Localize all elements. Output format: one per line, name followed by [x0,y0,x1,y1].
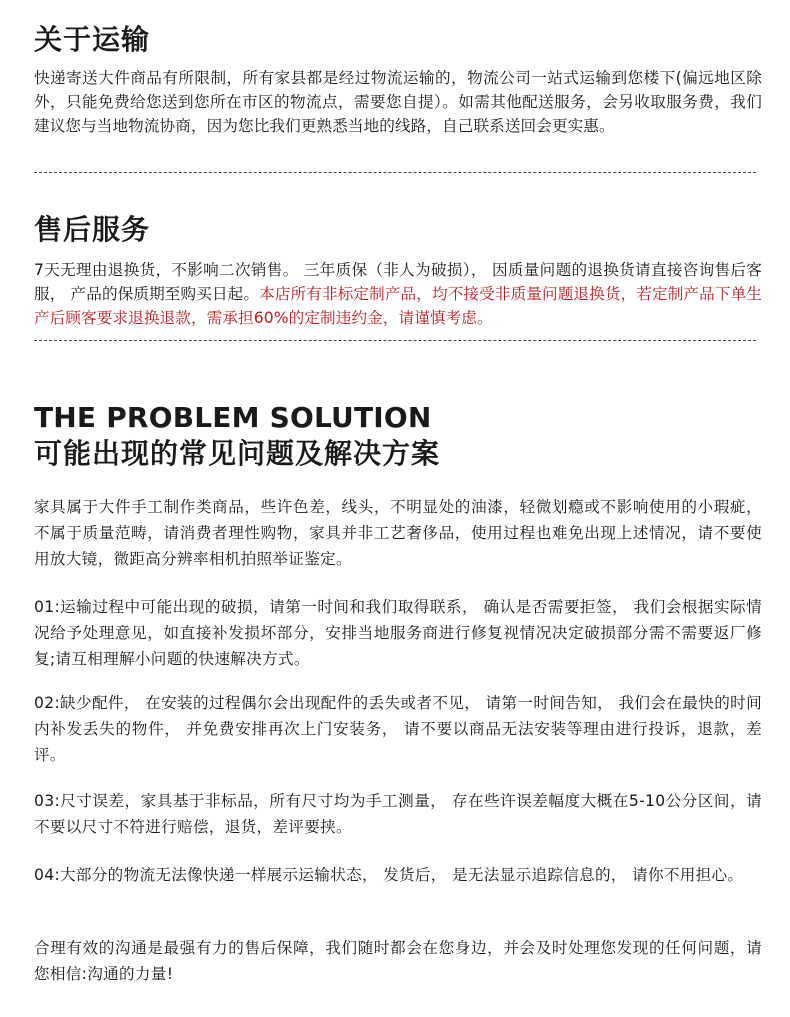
problem-item-01: 01:运输过程中可能出现的破损，请第一时间和我们取得联系， 确认是否需要拒签， 我们会根据实际情况给予处理意见，如直接补发损坏部分，安排当地服务商进行修复视情况决定破损部分需不需要返厂修复;请互相理解小问题的快速解决方式。 [34,598,762,668]
shipping-text: 快递寄送大件商品有所限制，所有家县都是经过物流运输的，物流公司一站式运输到您楼下(偏远地区除外，只能免费给您送到您所在市区的物流点，需要您自提）。如需其他配送服务，会另收取服务费，我们建议您与当地物流协商，因为您比我们更熟悉当地的线路，自己联系送回会更实惠。 [34,69,762,135]
section-divider [34,172,756,173]
shipping-title: 关于运输 [34,23,151,56]
problem-intro: 家具属于大件手工制作类商品，些许色差，线头，不明显处的油漆，轻微划瘾或不影响使用的小瑕疵，不属于质量范畴，请消费者理性购物，家具并非工艺奢侈品，使用过程也难免出现上述情况，请不要使用放大镜，微距高分辨率相机拍照举证鉴定。 [34,498,762,568]
after-sales-text-normal: 7天无理由退换货，不影响二次销售。 三年质保（非人为破损）， 因质量问题的退换货请直接咨询售后客服， 产品的保质期至购买日起。 [34,261,762,303]
closing-text: 合理有效的沟通是最强有力的售后保障，我们随时都会在您身边，并会及时处理您发现的任何问题，请您相信:沟通的力量! [34,939,762,983]
after-sales-text [34,258,762,330]
problem-item-03: 03:尺寸误差，家具基于非标品，所有尺寸均为手工测量， 存在些许误差幅度大概在5-10公分区间，请不要以尺寸不符进行赔偿，退货，差评要挟。 [34,792,762,836]
problem-item-04: 04:大部分的物流无法像快递一样展示运输状态， 发货后， 是无法显示追踪信息的， 请你不用担心。 [34,866,744,884]
problem-solution-title-cn: 可能出现的常见问题及解决方案 [34,437,441,470]
problem-item-02: 02:缺少配件， 在安装的过程偶尔会出现配件的丢失或者不见， 请第一时间告知， 我们会在最快的时间内补发丢失的物件， 并免费安排再次上门安装务， 请不要以商品无法安装等理由进行投诉，退款，差评。 [34,694,762,764]
custom-product-warning: 本店所有非标定制产品，均不接受非质量问题退换货，若定制产品下单生产后顾客要求退换退款，需承担60%的定制违约金，请谨慎考虑。 [34,285,762,327]
section-divider [34,340,756,341]
problem-solution-title-en: THE PROBLEM SOLUTION [34,401,432,434]
after-sales-title: 售后服务 [34,213,151,246]
